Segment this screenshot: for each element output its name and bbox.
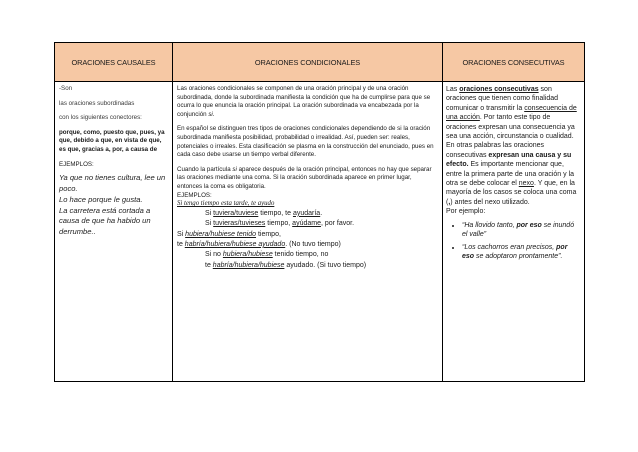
condicionales-example-3: Si hubiera/hubiese tenido tiempo,	[177, 230, 281, 238]
header-row	[55, 43, 585, 82]
consecutivas-paragraph-2: En otras palabras las oraciones consecutivas expresan una causa y su efecto. Es importante mencionar que, entre la primera parte de una oración y la otra se debe colocar el nexo. Y que, en la mayoría de los casos se coloca una coma (,) antes del nexo utilizado.	[446, 142, 577, 206]
condicionales-paragraph-3: Cuando la partícula si aparece después de la oración principal, entonces no hay que separar las oraciones mediante una coma. Si la oración subordinada aparece en primer lugar, entonces la coma es obligatoria.	[177, 165, 432, 190]
comparison-table	[54, 42, 585, 382]
header-causales: ORACIONES CAUSALES	[55, 43, 173, 82]
condicionales-example-5: Si no hubiera/hubiese tenido tiempo, no	[205, 251, 329, 259]
causales-intro-3: con los siguientes conectores:	[59, 114, 142, 122]
causales-cell	[55, 82, 173, 382]
consecutivas-example-list	[446, 221, 580, 262]
consecutivas-example-2: • “Los cachorros eran precisos, por eso se adoptaron prontamente”.	[462, 243, 580, 262]
causales-example-2: Lo hace porque le gusta.	[59, 194, 143, 204]
condicionales-example-6: te habría/hubiera/hubiese ayudado. (Si tuvo tiempo)	[205, 261, 367, 269]
causales-intro-2: las oraciones subordinadas	[59, 99, 135, 107]
consecutivas-example-label: Por ejemplo:	[446, 208, 486, 216]
consecutivas-example-1: • “Ha llovido tanto, por eso se inundó el valle”	[462, 221, 580, 240]
causales-examples-label: EJEMPLOS:	[59, 160, 94, 168]
causales-example-1: Ya que no tienes cultura, lee un poco.	[59, 173, 166, 193]
consecutivas-paragraph-1: Las oraciones consecutivas son oraciones que tienen como finalidad comunicar o transmitir la consecuencia de una acción. Por tanto este tipo de oraciones expresan una consecuencia ya sea una acción, circunstancia o cualidad.	[446, 86, 577, 141]
causales-intro-1: -Son	[59, 85, 73, 92]
header-consecutivas: ORACIONES CONSECUTIVAS	[443, 43, 585, 82]
header-condicionales: ORACIONES CONDICIONALES	[173, 43, 443, 82]
causales-connectors: porque, como, puesto que, pues, ya que, debido a que, en vista de que, es que, gracias a, por, a causa de	[59, 128, 165, 153]
condicionales-example-4: te habría/hubiera/hubiese ayudado. (No tuvo tiempo)	[177, 240, 341, 248]
condicionales-cell	[173, 82, 443, 382]
condicionales-example-2: Si tuvieras/tuvieses tiempo, ayúdame, por favor.	[205, 220, 355, 228]
consecutivas-cell	[443, 82, 585, 382]
condicionales-examples-label: EJEMPLOS:	[177, 191, 212, 199]
content-row	[55, 82, 585, 382]
condicionales-example-1: Si tuviera/tuviese tiempo, te ayudaría.	[205, 209, 323, 217]
condicionales-paragraph-2: En español se distinguen tres tipos de oraciones condicionales dependiendo de si la oración subordinada manifiesta posibilidad, probabilidad o irrealidad. Así, pueden ser: reales, potenciales o irreales. Esta clasificación se plasma en la construcción del enunciado, pues en cada caso debe usarse un tiempo verbal diferente.	[177, 125, 434, 159]
condicionales-paragraph-1: Las oraciones condicionales se componen de una oración principal y de una oración subordinada, donde la subordinada manifiesta la condición que ha de cumplirse para que se ocurra lo que enuncia la oración principal. La oración subordinada va encabezada por la conjunción si.	[177, 85, 431, 118]
causales-example-3: La carretera está cortada a causa de que ha habido un derrumbe..	[59, 205, 151, 237]
condicionales-example-heading: Si tengo tiempo esta tarde, te ayudo	[177, 200, 275, 208]
